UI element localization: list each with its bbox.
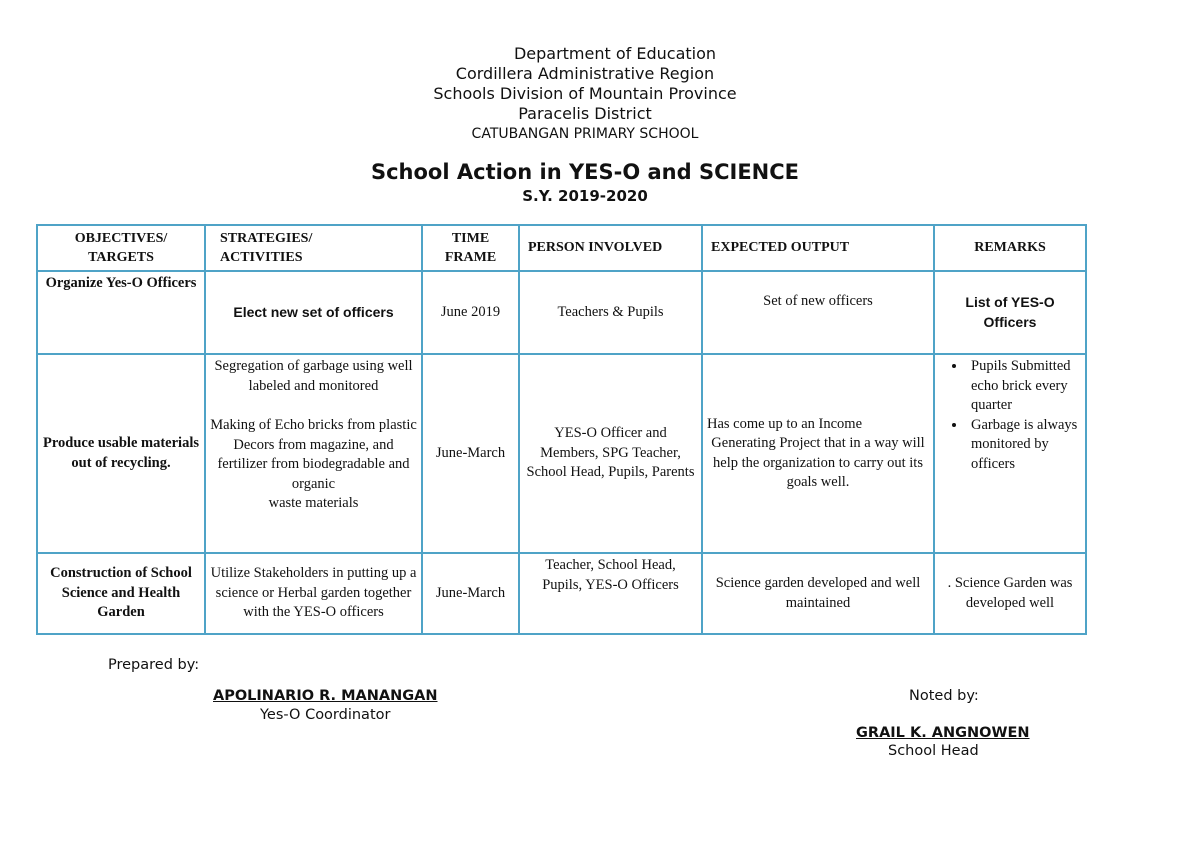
table-header-row bbox=[37, 225, 1086, 271]
time-cell: June 2019 bbox=[422, 271, 519, 354]
district-line: Paracelis District bbox=[518, 104, 652, 123]
person-cell: Teachers & Pupils bbox=[519, 271, 702, 354]
school-year: S.Y. 2019-2020 bbox=[522, 187, 648, 205]
time-cell: June-March bbox=[422, 354, 519, 553]
time-cell: June-March bbox=[422, 553, 519, 634]
region-line: Cordillera Administrative Region bbox=[455, 64, 715, 83]
prepared-by-label: Prepared by: bbox=[108, 657, 200, 673]
division-line: Schools Division of Mountain Province bbox=[433, 84, 737, 103]
output-cell: Set of new officers bbox=[702, 271, 934, 354]
noter-name: GRAIL K. ANGNOWEN bbox=[856, 725, 1030, 741]
list-item: • Garbage is always monitored by officers bbox=[967, 416, 1081, 475]
strategy-cell: Segregation of garbage using well labeled and monitored Making of Echo bricks from plastic Decors from magazine, and fertilizer from biodegradable and organic waste materials bbox=[205, 354, 422, 553]
table-row bbox=[37, 553, 1086, 634]
header-objectives: OBJECTIVES/ TARGETS bbox=[37, 225, 205, 271]
header-person-involved: PERSON INVOLVED bbox=[519, 225, 702, 271]
person-cell: Teacher, School Head, Pupils, YES-O Officers bbox=[519, 553, 702, 634]
document-title: School Action in YES-O and SCIENCE bbox=[370, 160, 800, 184]
department-line: Department of Education bbox=[513, 44, 717, 63]
noter-title: School Head bbox=[888, 743, 979, 759]
output-cell: Science garden developed and well maintained bbox=[702, 553, 934, 634]
header-time-frame: TIME FRAME bbox=[422, 225, 519, 271]
objective-cell: Construction of School Science and Health Garden bbox=[37, 553, 205, 634]
strategy-cell: Elect new set of officers bbox=[205, 271, 422, 354]
remarks-cell bbox=[934, 354, 1086, 553]
header-remarks: REMARKS bbox=[934, 225, 1086, 271]
objective-cell: Produce usable materials out of recycling. bbox=[37, 354, 205, 553]
school-name: CATUBANGAN PRIMARY SCHOOL bbox=[471, 126, 699, 142]
output-cell: Has come up to an Income Generating Project that in a way will help the organization to carry out its goals well. bbox=[702, 354, 934, 553]
table-row bbox=[37, 271, 1086, 354]
header-expected-output: EXPECTED OUTPUT bbox=[702, 225, 934, 271]
remarks-cell: . Science Garden was developed well bbox=[934, 553, 1086, 634]
objective-cell: Organize Yes-O Officers bbox=[37, 271, 205, 354]
action-plan-table bbox=[36, 224, 1087, 635]
table-row bbox=[37, 354, 1086, 553]
header-strategies: STRATEGIES/ ACTIVITIES bbox=[205, 225, 422, 271]
preparer-title: Yes-O Coordinator bbox=[260, 707, 391, 723]
strategy-cell: Utilize Stakeholders in putting up a science or Herbal garden together with the YES-O officers bbox=[205, 553, 422, 634]
document-header bbox=[0, 44, 1170, 144]
person-cell: YES-O Officer and Members, SPG Teacher, School Head, Pupils, Parents bbox=[519, 354, 702, 553]
noted-by-label: Noted by: bbox=[909, 688, 979, 704]
remarks-cell: List of YES-O Officers bbox=[934, 271, 1086, 354]
preparer-name: APOLINARIO R. MANANGAN bbox=[213, 688, 438, 704]
list-item: • Pupils Submitted echo brick every quarter bbox=[967, 357, 1081, 416]
